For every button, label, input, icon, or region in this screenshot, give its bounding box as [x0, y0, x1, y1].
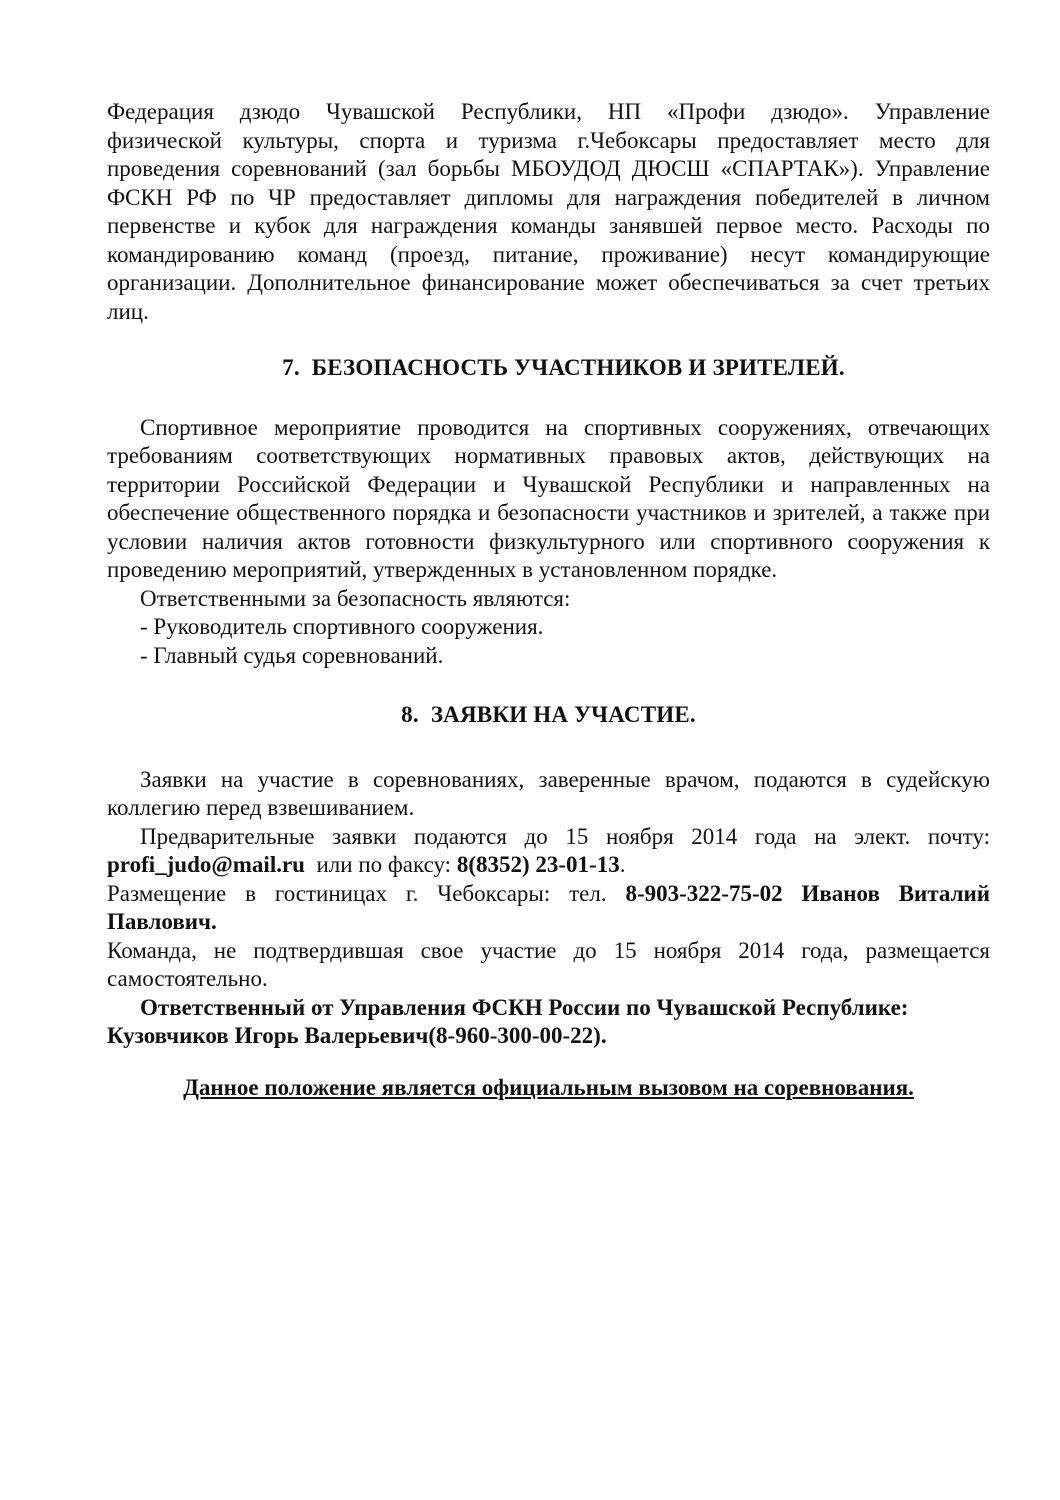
official-name: Кузовчиков Игорь Валерьевич(8-960-300-00-22).: [107, 1023, 607, 1048]
official-line-1: [107, 994, 990, 1023]
fax-end: .: [619, 852, 626, 877]
section6-paragraph: физической культуры, спорта и туризма г.Чебоксары предоставляет место для проведения соревнований (зал борьбы МБОУДОД ДЮСШ «СПАРТАК»). Управление ФСКН РФ по ЧР предоставляет дипломы для награждения победителей в личном первенстве и кубок для награждения команды занявшей первое место. Расходы по командированию команд (проезд, питание, проживание) несут командирующие организации. Дополнительное финансирование может обеспечиваться за счет третьих лиц.: [107, 127, 990, 324]
email-address: profi_judo@mail.ru: [107, 852, 305, 877]
section7-paragraph: Спортивное мероприятие проводится на спортивных сооружениях, отвечающих требованиям соответствующих нормативных правовых актов, действующих на территории Российской Федерации и Чувашской Республики и направленных на обеспечение общественного порядка и безопасности участников и зрителей, а также при условии наличия актов готовности физкультурного или спортивного сооружения к проведению мероприятий, утвержденных в установленном порядке.: [107, 414, 990, 582]
fax-number: 8(8352) 23-01-13: [456, 852, 620, 877]
section8-paragraph-applications: Заявки на участие в соревнованиях, заверенные врачом, подаются в судейскую коллегию перед взвешиванием.: [107, 766, 990, 820]
section7-heading: [107, 354, 990, 383]
section8-unconfirmed-paragraph: Команда, не подтвердившая свое участие до 15 ноября 2014 года, размещается самостоятельно.: [107, 937, 990, 991]
section8-heading: [107, 701, 990, 730]
official-title: Ответственный от Управления ФСКН России по Чувашской Республике:: [140, 994, 909, 1020]
section8-hotel-paragraph: [107, 880, 990, 937]
section8-preliminary-line: Предварительные заявки подаются до 15 ноября 2014 года на элект. почту:: [140, 823, 990, 849]
section7-list-item: - Главный судья соревнований.: [140, 642, 444, 668]
section8-contacts-line: [107, 851, 990, 880]
section7-title: БЕЗОПАСНОСТЬ УЧАСТНИКОВ И ЗРИТЕЛЕЙ.: [311, 355, 845, 380]
section7-number: 7.: [282, 355, 300, 380]
section7-list-item: - Руководитель спортивного сооружения.: [140, 614, 544, 639]
fax-label: или по факсу:: [316, 852, 452, 877]
official-line-2: [107, 1022, 990, 1051]
section7-responsible-intro: Ответственными за безопасность являются:: [140, 585, 571, 611]
section8-number: 8.: [401, 702, 419, 727]
official-notice: Данное положение является официальным вызовом на соревнования.: [183, 1074, 914, 1100]
hotel-label: Размещение в гостиницах г. Чебоксары: тел.: [107, 880, 607, 906]
section8-title: ЗАЯВКИ НА УЧАСТИЕ.: [430, 702, 696, 727]
section6-first-line: Федерация дзюдо Чувашской Республики, НП «Профи дзюдо». Управление: [107, 99, 990, 124]
hotel-contact: 8-903-322-75-02 Иванов Виталий Павлович.: [107, 880, 991, 934]
